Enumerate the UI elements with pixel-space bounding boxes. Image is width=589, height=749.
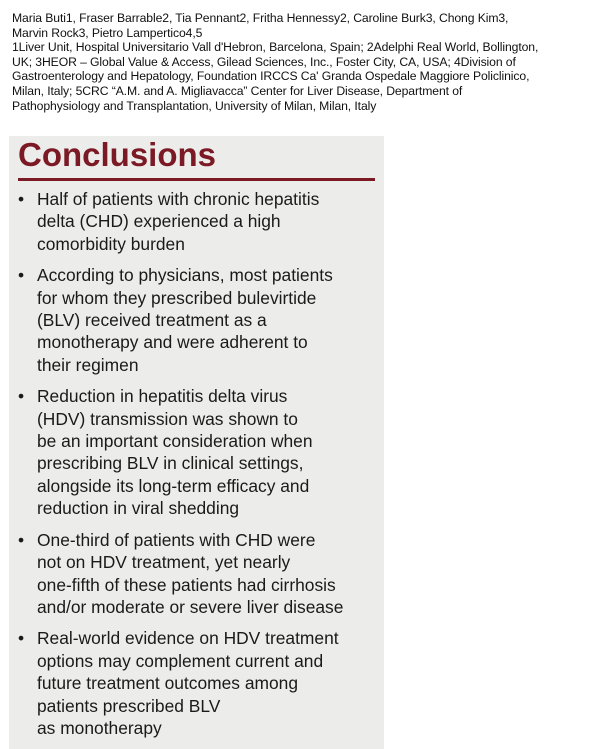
affiliation-line: Gastroenterology and Hepatology, Foundation IRCCS Ca' Granda Ospedale Maggiore Policlinico, — [12, 69, 530, 84]
conclusion-text-line: alongside its long-term efficacy and — [37, 475, 310, 496]
conclusion-text-line: and/or moderate or severe liver disease — [37, 596, 344, 617]
conclusion-item — [9, 385, 384, 519]
conclusion-text-line: comorbidity burden — [37, 233, 185, 254]
conclusion-item — [9, 529, 384, 619]
conclusion-text-line: future treatment outcomes among — [37, 673, 298, 694]
affiliation-line: Milan, Italy; 5CRC “A.M. and A. Migliavacca” Center for Liver Disease, Department of — [12, 83, 463, 98]
conclusion-text-line: one-fifth of these patients had cirrhosis — [37, 574, 336, 595]
conclusion-text-line: be an important consideration when — [37, 431, 313, 452]
conclusion-text-line: One-third of patients with CHD were — [37, 529, 316, 550]
conclusion-text-line: Reduction in hepatitis delta virus — [37, 386, 288, 407]
bullet-icon: • — [18, 265, 25, 286]
conclusions-panel — [9, 136, 384, 749]
conclusion-text-line: options may complement current and — [37, 650, 324, 671]
bullet-icon: • — [18, 529, 25, 550]
conclusion-text-line: reduction in viral shedding — [37, 498, 240, 519]
conclusion-text-line: their regimen — [37, 354, 139, 375]
affiliation-line: 1Liver Unit, Hospital Universitario Vall d'Hebron, Barcelona, Spain; 2Adelphi Real World, Bollington, — [12, 40, 539, 55]
conclusion-text-line: prescribing BLV in clinical settings, — [37, 453, 304, 474]
conclusion-text-line: for whom they prescribed bulevirtide — [37, 287, 317, 308]
bullet-icon: • — [18, 189, 25, 209]
heading-divider — [18, 178, 375, 181]
conclusion-text-line: Real-world evidence on HDV treatment — [37, 628, 339, 649]
conclusion-item — [9, 188, 384, 255]
conclusions-list — [9, 188, 384, 748]
bullet-icon: • — [18, 628, 25, 649]
conclusion-text-line: (BLV) received treatment as a — [37, 310, 267, 331]
conclusion-text-line: monotherapy and were adherent to — [37, 332, 308, 353]
bullet-icon: • — [18, 386, 25, 407]
conclusion-text-line: (HDV) transmission was shown to — [37, 408, 298, 429]
author-affiliations — [12, 11, 582, 113]
conclusion-item — [9, 627, 384, 739]
conclusion-text-line: as monotherapy — [37, 717, 162, 738]
conclusion-item — [9, 264, 384, 376]
conclusion-text-line: Half of patients with chronic hepatitis — [37, 189, 320, 209]
affiliation-line: Pathophysiology and Transplantation, University of Milan, Milan, Italy — [12, 98, 377, 113]
conclusion-text-line: According to physicians, most patients — [37, 265, 333, 286]
conclusion-text-line: not on HDV treatment, yet nearly — [37, 552, 291, 573]
affiliation-line: UK; 3HEOR – Global Value & Access, Gilead Sciences, Inc., Foster City, CA, USA; 4Division of — [12, 54, 516, 69]
conclusion-text-line: patients prescribed BLV — [37, 695, 221, 716]
conclusion-text-line: delta (CHD) experienced a high — [37, 211, 281, 232]
conclusions-heading: Conclusions — [18, 136, 217, 173]
author-line: Marvin Rock3, Pietro Lampertico4,5 — [12, 25, 203, 40]
author-line: Maria Buti1, Fraser Barrable2, Tia Pennant2, Fritha Hennessy2, Caroline Burk3, Chong Kim3, — [12, 11, 509, 25]
